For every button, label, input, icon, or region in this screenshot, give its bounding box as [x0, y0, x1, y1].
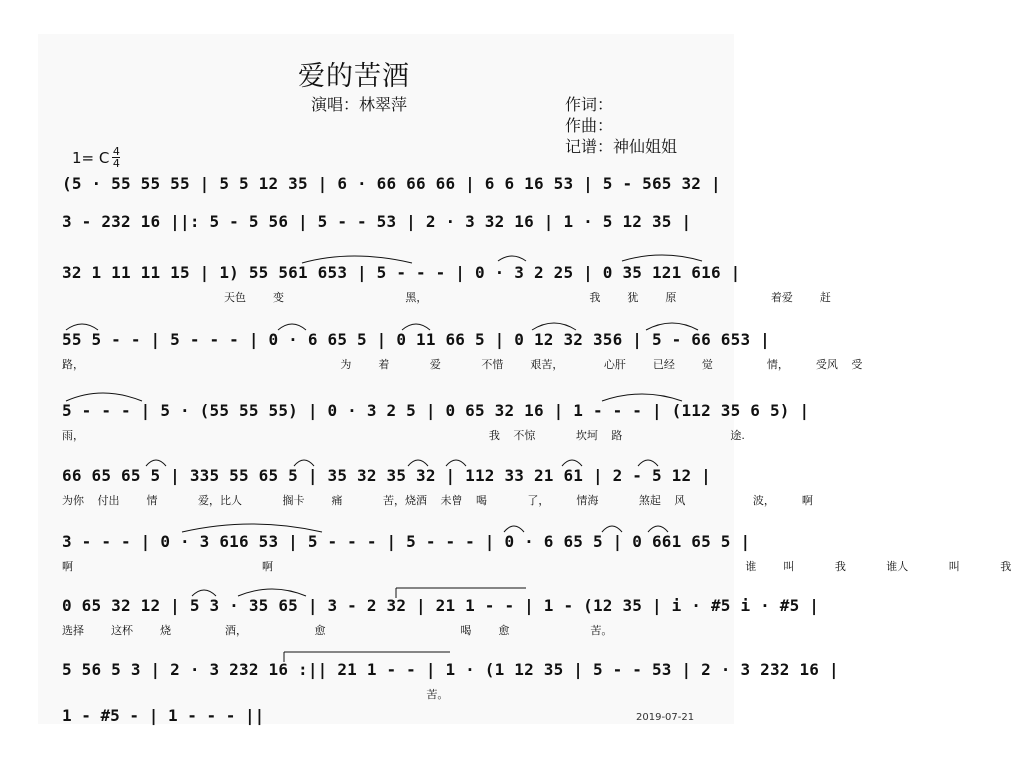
lyrics-line: 雨， 我 不惊 坎坷 路 途. — [62, 429, 745, 442]
slur-marks — [62, 247, 706, 267]
key-text: 1= C — [72, 148, 110, 167]
slur-marks — [62, 385, 706, 405]
slur-marks — [62, 516, 706, 536]
lyrics-line: 苦。 — [62, 688, 449, 701]
notation-line: 66 65 65 5 | 335 55 65 5 | 35 32 35 32 | 112 33 21 61 | 2 - 5 12 | — [62, 466, 711, 485]
score-row-7 — [62, 532, 1011, 573]
score-row-3 — [62, 263, 831, 304]
score-row-9 — [62, 660, 839, 701]
score-row-6 — [62, 466, 813, 507]
slur-marks — [62, 450, 706, 470]
lyrics-line: 为你 付出 情 爱，比人 搁卡 痛 苦，烧酒 未曾 喝 了， 情海 煞起 风 波， 啊 — [62, 494, 813, 507]
notation-line: (5 · 55 55 55 | 5 5 12 35 | 6 · 66 66 66 | 6 6 16 53 | 5 - 565 32 | — [62, 174, 721, 193]
transcriber-credit: 记谱：神仙姐姐 — [565, 137, 678, 156]
key-signature — [72, 146, 120, 169]
slur-marks — [62, 644, 706, 664]
final-measures: 1 - #5 - | 1 - - - || — [62, 706, 265, 725]
notation-line: 3 - 232 16 ||: 5 - 5 56 | 5 - - 53 | 2 · 3 32 16 | 1 · 5 12 35 | — [62, 212, 692, 231]
credits-block — [565, 94, 677, 157]
time-signature — [112, 146, 120, 169]
slur-marks — [62, 314, 706, 334]
slur-marks — [62, 580, 706, 600]
song-title: 爱的苦酒 — [298, 61, 410, 92]
notation-line: 3 - - - | 0 · 3 616 53 | 5 - - - | 5 - - - | 0 · 6 65 5 | 0 661 65 5 | — [62, 532, 751, 551]
lyrics-line: 选择 这杯 烧 酒， 愈 喝 愈 苦。 — [62, 624, 613, 637]
notation-line: 5 56 5 3 | 2 · 3 232 16 :|| 21 1 - - | 1 · (1 12 35 | 5 - - 53 | 2 · 3 232 16 | — [62, 660, 839, 679]
score-row-1 — [62, 174, 721, 193]
score-row-8 — [62, 596, 820, 637]
score-row-4 — [62, 330, 863, 371]
meter-top: 4 — [112, 145, 120, 158]
lyrics-line: 天色 变 黑， 我 犹 原 着爱 赶 — [62, 291, 831, 304]
notation-line: 55 5 - - | 5 - - - | 0 · 6 65 5 | 0 11 66 5 | 0 12 32 356 | 5 - 66 653 | — [62, 330, 770, 349]
score-row-5 — [62, 401, 810, 442]
transcription-date: 2019-07-21 — [636, 712, 695, 723]
notation-line: 32 1 11 11 15 | 1) 55 561 653 | 5 - - - | 0 · 3 2 25 | 0 35 121 616 | — [62, 263, 741, 282]
lyrics-line: 路， 为 着 爱 不惜 艰苦， 心肝 已经 觉 情， 受风 受 — [62, 358, 863, 371]
meter-bottom: 4 — [112, 157, 120, 170]
lyricist-credit: 作词： — [565, 95, 614, 114]
composer-credit: 作曲： — [565, 116, 614, 135]
singer-credit: 演唱：林翠萍 — [311, 95, 408, 114]
notation-line: 0 65 32 12 | 5 3 · 35 65 | 3 - 2 32 | 21 1 - - | 1 - (12 35 | i · #5 i · #5 | — [62, 596, 820, 615]
notation-line: 5 - - - | 5 · (55 55 55) | 0 · 3 2 5 | 0 65 32 16 | 1 - - - | (112 35 6 5) | — [62, 401, 810, 420]
score-row-2 — [62, 212, 706, 231]
lyrics-line: 啊 啊 谁 叫 我 谁人 叫 我 — [62, 560, 1011, 573]
